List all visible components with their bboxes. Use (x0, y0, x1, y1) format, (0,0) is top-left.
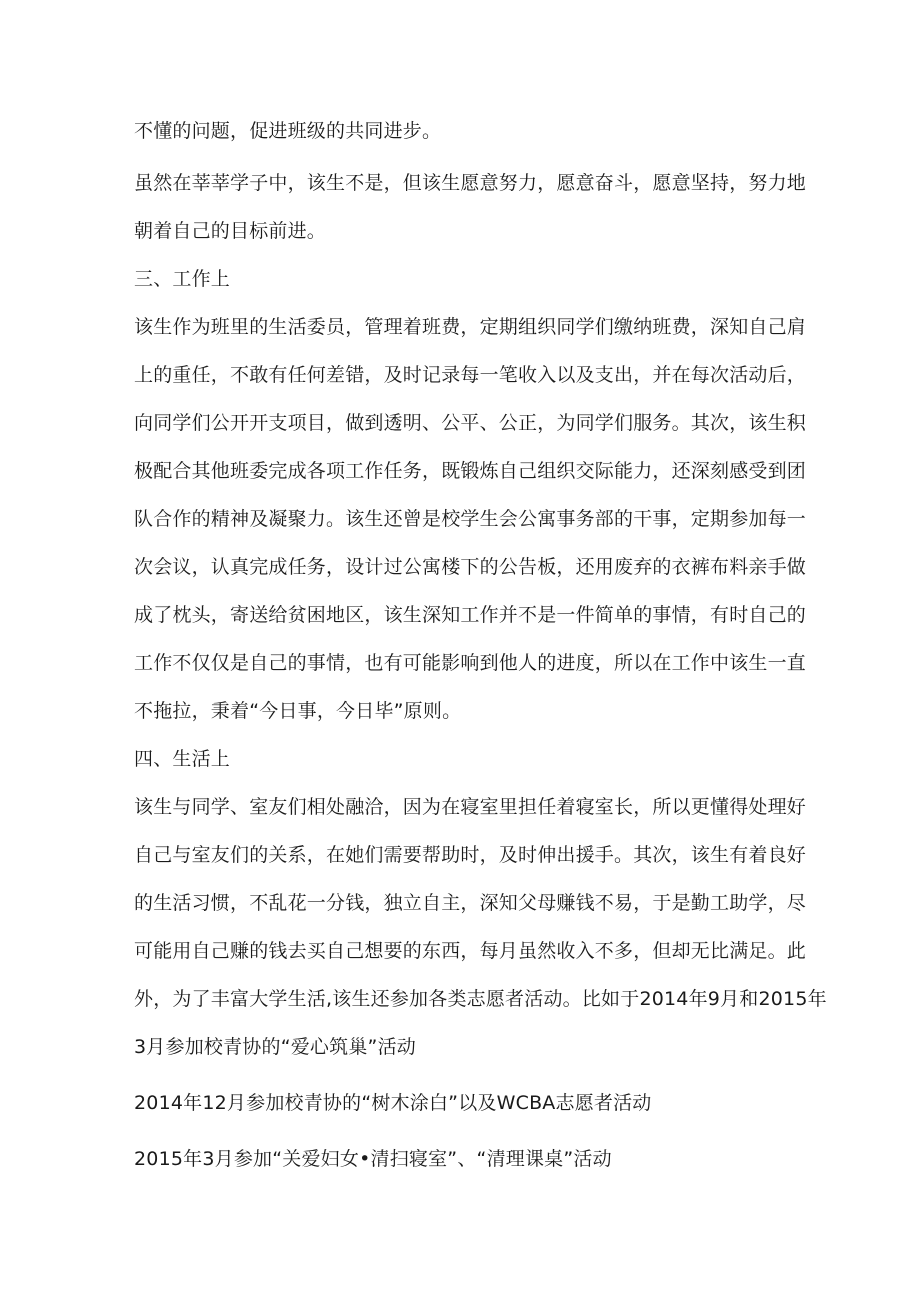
paragraph-line: 成了枕头，寄送给贫困地区，该生深知工作并不是一件简单的事情，有时自己的 (134, 604, 807, 626)
paragraph-line: 虽然在莘莘学子中，该生不是，但该生愿意努力，愿意奋斗，愿意坚持，努力地 (134, 172, 807, 194)
paragraph-line: 自己与室友们的关系，在她们需要帮助时，及时伸出援手。其次，该生有着良好 (134, 844, 807, 866)
paragraph-line: 向同学们公开开支项目，做到透明、公平、公正，为同学们服务。其次，该生积 (134, 412, 807, 434)
list-item: 2015年3月参加“关爱妇女•清扫寝室”、“清理课桌”活动 (134, 1148, 612, 1170)
paragraph-line: 极配合其他班委完成各项工作任务，既锻炼自己组织交际能力，还深刻感受到团 (134, 460, 807, 482)
paragraph-line: 3月参加校青协的“爱心筑巢”活动 (134, 1036, 416, 1058)
paragraph-line: 不懂的问题，促进班级的共同进步。 (134, 120, 442, 142)
paragraph-line: 的生活习惯，不乱花一分钱，独立自主，深知父母赚钱不易，于是勤工助学，尽 (134, 892, 807, 914)
paragraph-line: 次会议，认真完成任务，设计过公寓楼下的公告板，还用废弃的衣裤布料亲手做 (134, 556, 807, 578)
paragraph-line: 该生作为班里的生活委员，管理着班费，定期组织同学们缴纳班费，深知自己肩 (134, 316, 807, 338)
paragraph-line: 不拖拉，秉着“今日事，今日毕”原则。 (134, 700, 462, 722)
paragraph-line: 队合作的精神及凝聚力。该生还曾是校学生会公寓事务部的干事，定期参加每一 (134, 508, 807, 530)
paragraph-line: 外，为了丰富大学生活,该生还参加各类志愿者活动。比如于2014年9月和2015年 (134, 988, 827, 1010)
paragraph-line: 上的重任，不敢有任何差错，及时记录每一笔收入以及支出，并在每次活动后， (134, 364, 807, 386)
section-heading: 三、工作上 (134, 268, 231, 290)
list-item: 2014年12月参加校青协的“树木涂白”以及WCBA志愿者活动 (134, 1092, 652, 1114)
paragraph-line: 工作不仅仅是自己的事情，也有可能影响到他人的进度，所以在工作中该生一直 (134, 652, 807, 674)
paragraph-line: 朝着自己的目标前进。 (134, 220, 327, 242)
paragraph-line: 该生与同学、室友们相处融洽，因为在寝室里担任着寝室长，所以更懂得处理好 (134, 796, 807, 818)
section-heading: 四、生活上 (134, 748, 231, 770)
paragraph-line: 可能用自己赚的钱去买自己想要的东西，每月虽然收入不多，但却无比满足。此 (134, 940, 807, 962)
